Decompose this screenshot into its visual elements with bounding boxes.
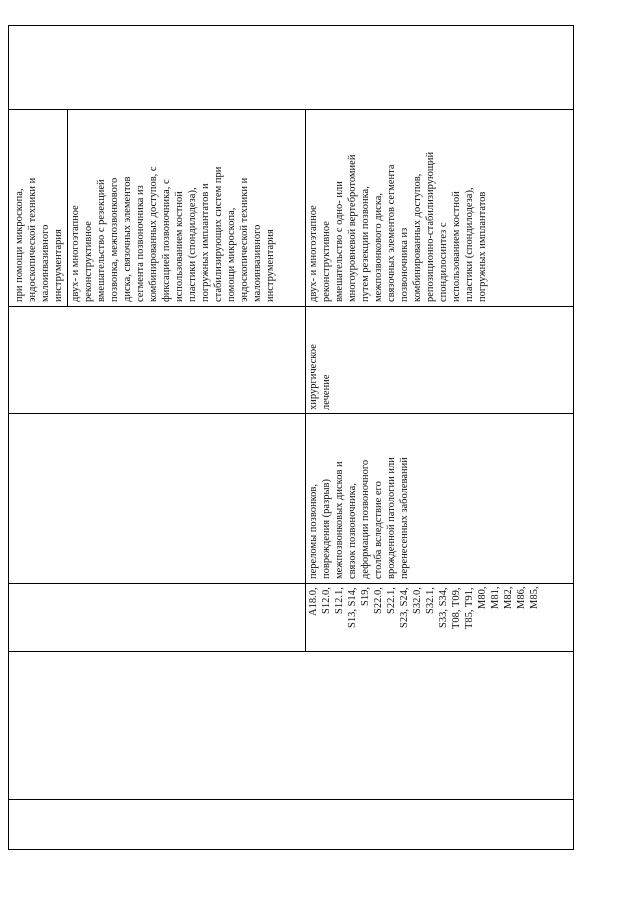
icd-codes-cell: A18.0, S12.0, S12.1, S13, S14, S19, S22.0, S22.1, S23, S24, S32.0, S32.1, S33, S34, T08, T09, T85, T91, M80, M81, M82, M86, M85, — [308, 587, 540, 629]
row-divider — [9, 583, 573, 584]
row-divider — [9, 413, 573, 414]
method-continuation-cell: при помощи микроскопа, эндоскопической техники и малоинвазивного инструментария — [14, 177, 64, 302]
column-divider — [67, 109, 68, 306]
procedure-table — [8, 25, 574, 850]
row-divider — [9, 306, 573, 307]
diagnosis-cell: переломы позвонков, повреждения (разрыв) межпозвонковых дисков и связок позвоночника, деформации позвоночного столба вследствие его врожденной патологии или перенесенных заболеваний — [308, 457, 410, 579]
treatment-type-cell: хирургическое лечение — [308, 344, 332, 410]
row-divider — [9, 109, 573, 110]
column-divider — [305, 109, 306, 651]
row-divider — [9, 799, 573, 800]
row-divider — [9, 651, 573, 652]
method-description-b: двух- и многоэтапное реконструктивное вмешательство с одно- или многоуровневой вертебротомией путем резекции позвонка, межпозвонкового диска, связочных элементов сегмента позвоночника из комбинированных доступов, репозиционно-стабилизирующий спондилосинтез с использованием костной пластики (спондилодеза), погружных имплантатов — [308, 151, 488, 302]
method-description-a: двух- и многоэтапное реконструктивное вмешательство с резекцией позвонка, межпозвонкового диска, связочных элементов сегмента позвоночника из комбинированных доступов, с фиксацией позвоночника, с использованием костной пластики (спондилодеза), погружных имплантатов и стабилизирующих систем при помощи микроскопа, эндоскопической техники и малоинвазивного инструментария — [70, 166, 276, 302]
